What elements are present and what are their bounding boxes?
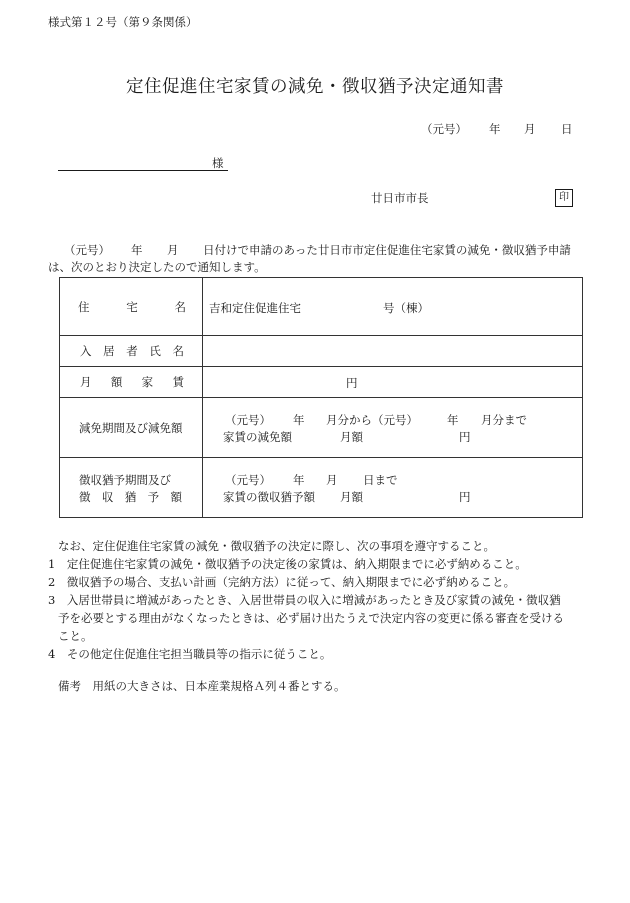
deferral-period-value[interactable]: （元号） 年 月 日まで 家賃の徴収猶予額 月額 円 [203, 458, 583, 518]
addressee-name-line [58, 170, 228, 171]
intro-month: 月 [167, 243, 179, 257]
table-row-rent [60, 367, 583, 398]
table-row-resident [60, 336, 583, 367]
notes-item-3-line3: こと。 [58, 629, 93, 643]
remark: 備考 用紙の大きさは、日本産業規格Ａ列４番とする。 [58, 679, 346, 693]
table-row-reduction [60, 398, 583, 458]
notes-item-3-line1: 3 入居世帯員に増減があったとき、入居世帯員の収入に増減があったとき及び家賃の減免・徴収猶 [48, 593, 561, 607]
decision-table [59, 277, 583, 518]
date-month: 月 [524, 122, 536, 136]
intro-era: （元号） [64, 243, 110, 257]
date-year: 年 [489, 122, 501, 136]
housing-name-label: 住 宅 名 [60, 278, 203, 336]
resident-name-value[interactable] [203, 336, 583, 367]
notes-item-2: 2 徴収猶予の場合、支払い計画（完納方法）に従って、納入期限までに必ず納めること。 [48, 575, 516, 589]
reduction-period-value[interactable]: （元号） 年 月分から（元号） 年 月分まで 家賃の減免額 月額 円 [203, 398, 583, 458]
issuer-name: 廿日市市長 [371, 191, 429, 205]
form-number: 様式第１２号（第９条関係） [48, 15, 198, 29]
housing-unit-text: 号（棟） [383, 301, 429, 315]
notes-item-1: 1 定住促進住宅家賃の減免・徴収猶予の決定後の家賃は、納入期限までに必ず納めること。 [48, 557, 527, 571]
date-era: （元号） [421, 122, 467, 136]
notes-item-3-line2: 予を必要とする理由がなくなったときは、必ず届け出たうえで決定内容の変更に係る審査を受ける [58, 611, 564, 625]
monthly-rent-label: 月 額 家 賃 [60, 367, 203, 398]
resident-name-label: 入 居 者 氏 名 [60, 336, 203, 367]
intro-text-line2: は、次のとおり決定したので通知します。 [48, 260, 266, 274]
document-title: 定住促進住宅家賃の減免・徴収猶予決定通知書 [126, 77, 504, 97]
date-day: 日 [561, 122, 573, 136]
addressee-honorific: 様 [212, 156, 224, 170]
housing-name-text: 吉和定住促進住宅 [209, 301, 301, 315]
table-row-deferral [60, 458, 583, 518]
monthly-rent-value[interactable] [203, 367, 583, 398]
notes-item-4: 4 その他定住促進住宅担当職員等の指示に従うこと。 [48, 647, 332, 661]
rent-yen-unit: 円 [346, 376, 358, 390]
notes-intro: なお、定住促進住宅家賃の減免・徴収猶予の決定に際し、次の事項を遵守すること。 [58, 539, 495, 553]
housing-name-value[interactable] [203, 278, 583, 336]
seal-stamp: 印 [555, 189, 573, 207]
reduction-period-label: 減免期間及び減免額 [60, 398, 203, 458]
intro-year: 年 [131, 243, 143, 257]
table-row-housing [60, 278, 583, 336]
deferral-period-label: 徴収猶予期間及び 徴 収 猶 予 額 [60, 458, 203, 518]
intro-text-line1: 日付けで申請のあった廿日市市定住促進住宅家賃の減免・徴収猶予申請 [203, 243, 571, 257]
